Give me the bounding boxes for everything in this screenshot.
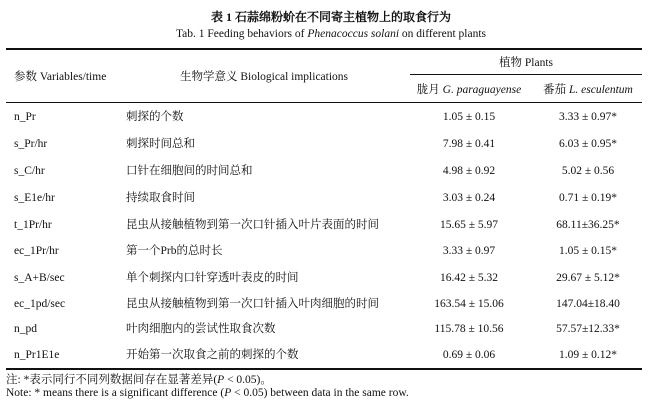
header-plant-graptopetalum xyxy=(404,83,534,97)
table-title-chinese: 表 1 石蒜绵粉蚧在不同寄主植物上的取食行为 xyxy=(210,10,451,24)
note-en-p: P xyxy=(224,387,232,399)
row-biological: 叶肉细胞内的尝试性取食次数 xyxy=(126,323,276,335)
plant2-latin: L. esculentum xyxy=(568,84,633,96)
title-en-suffix: on different plants xyxy=(399,28,487,40)
plant2-zh: 番茄 xyxy=(543,84,569,96)
header-biological: 生物学意义 Biological implications xyxy=(180,71,349,83)
row-value-graptopetalum: 4.98 ± 0.92 xyxy=(442,165,496,177)
row-value-graptopetalum: 0.69 ± 0.06 xyxy=(442,349,496,361)
row-value-tomato: 0.71 ± 0.19* xyxy=(558,192,618,204)
row-value-tomato: 147.04±18.40 xyxy=(556,298,620,310)
note-en-suffix: < 0.05) between data in the same row. xyxy=(231,387,409,399)
row-value-graptopetalum: 163.54 ± 15.06 xyxy=(434,298,504,310)
row-parameter: s_E1e/hr xyxy=(14,192,55,204)
row-value-graptopetalum: 115.78 ± 10.56 xyxy=(434,323,504,335)
row-parameter: t_1Pr/hr xyxy=(14,219,52,231)
row-value-tomato: 29.67 ± 5.12* xyxy=(556,272,620,284)
header-bottom-rule xyxy=(6,102,642,103)
plant1-zh: 胧月 xyxy=(416,84,443,96)
header-plants-underline xyxy=(410,74,642,75)
row-value-tomato: 1.09 ± 0.12* xyxy=(558,349,618,361)
title-en-species: Phenacoccus solani xyxy=(307,28,400,40)
row-value-graptopetalum: 1.05 ± 0.15 xyxy=(442,111,496,123)
header-plant-tomato xyxy=(530,83,646,97)
row-biological: 刺探时间总和 xyxy=(126,138,195,150)
table-title-english xyxy=(0,28,662,40)
row-biological: 昆虫从接触植物到第一次口针插入叶片表面的时间 xyxy=(126,219,379,231)
row-value-tomato: 68.11±36.25* xyxy=(556,219,620,231)
row-value-tomato: 1.05 ± 0.15* xyxy=(558,245,618,257)
note-zh-p: P xyxy=(217,374,225,386)
row-parameter: ec_1pd/sec xyxy=(14,298,66,310)
note-english xyxy=(6,387,409,399)
table-bottom-rule xyxy=(6,368,642,370)
header-plants: 植物 Plants xyxy=(499,57,553,69)
row-parameter: s_A+B/sec xyxy=(14,272,65,284)
row-parameter: s_Pr/hr xyxy=(14,138,48,150)
row-parameter: n_pd xyxy=(14,323,37,335)
row-value-tomato: 57.57±12.33* xyxy=(556,323,620,335)
row-biological: 持续取食时间 xyxy=(126,192,195,204)
row-parameter: ec_1Pr/hr xyxy=(14,245,59,257)
row-value-graptopetalum: 3.33 ± 0.97 xyxy=(442,245,496,257)
row-value-tomato: 3.33 ± 0.97* xyxy=(558,111,618,123)
note-en-prefix: Note: * means there is a significant difference ( xyxy=(6,387,225,399)
row-biological: 口针在细胞间的时间总和 xyxy=(126,165,253,177)
row-biological: 单个刺探内口针穿透叶表皮的时间 xyxy=(126,272,299,284)
note-zh-prefix: 注: *表示同行不同列数据间存在显著差异( xyxy=(6,374,218,386)
row-value-graptopetalum: 3.03 ± 0.24 xyxy=(442,192,496,204)
row-biological: 开始第一次取食之前的刺探的个数 xyxy=(126,349,299,361)
table-top-rule xyxy=(6,48,642,50)
row-value-tomato: 5.02 ± 0.56 xyxy=(561,165,615,177)
row-parameter: s_C/hr xyxy=(14,165,45,177)
row-value-graptopetalum: 16.42 ± 5.32 xyxy=(439,272,499,284)
title-en-prefix: Tab. 1 Feeding behaviors of xyxy=(175,28,308,40)
plant1-latin: G. paraguayense xyxy=(442,84,522,96)
row-value-graptopetalum: 15.65 ± 5.97 xyxy=(439,219,499,231)
row-parameter: n_Pr xyxy=(14,111,36,123)
row-biological: 刺探的个数 xyxy=(126,111,184,123)
row-biological: 第一个Prb的总时长 xyxy=(126,245,223,257)
row-biological: 昆虫从接触植物到第一次口针插入叶肉细胞的时间 xyxy=(126,298,379,310)
row-value-tomato: 6.03 ± 0.95* xyxy=(558,138,618,150)
note-zh-suffix: < 0.05)。 xyxy=(224,374,272,386)
header-parameter: 参数 Variables/time xyxy=(14,71,107,83)
row-parameter: n_Pr1E1e xyxy=(14,349,60,361)
note-chinese xyxy=(6,371,272,387)
row-value-graptopetalum: 7.98 ± 0.41 xyxy=(442,138,496,150)
